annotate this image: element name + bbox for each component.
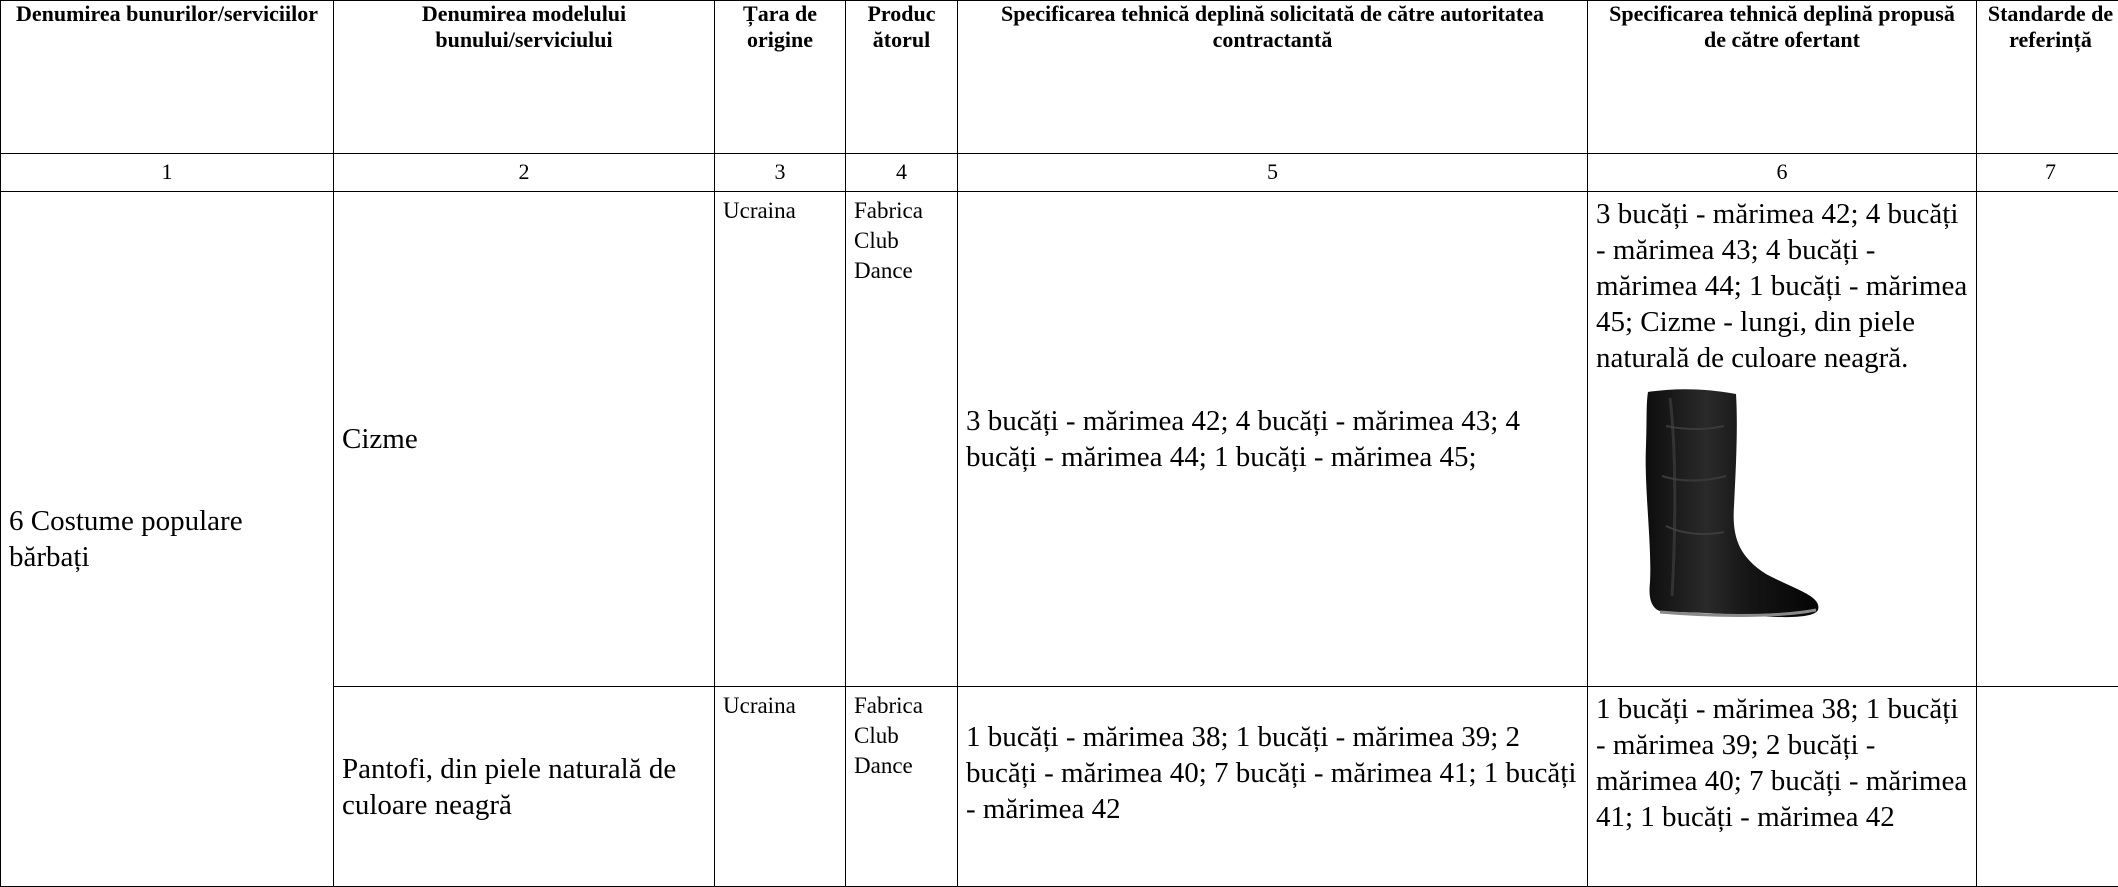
header-row — [1, 1, 2118, 154]
column-number: 2 — [334, 154, 715, 192]
column-number-row — [1, 154, 2118, 192]
producer-cell: Fabrica Club Dance — [846, 192, 958, 687]
header-requested-spec: Specificarea tehnică deplină solicitată de către autoritatea contractantă — [958, 1, 1588, 154]
offered-spec-cell — [1588, 192, 1977, 687]
model-cell: Cizme — [334, 192, 715, 687]
column-number: 4 — [846, 154, 958, 192]
standards-cell — [1977, 192, 2118, 687]
model-cell: Pantofi, din piele naturală de culoare neagră — [334, 687, 715, 887]
boot-icon — [1626, 386, 1826, 626]
header-model-name: Denumirea modelului bunului/serviciului — [334, 1, 715, 154]
column-number: 5 — [958, 154, 1588, 192]
requested-spec-cell: 3 bucăți - mărimea 42; 4 bucăți - mărimea 43; 4 bucăți - mărimea 44; 1 bucăți - mărimea 45; — [958, 192, 1588, 687]
header-producer: Produc ătorul — [846, 1, 958, 154]
standards-cell — [1977, 687, 2118, 887]
header-reference-standards: Standarde de referință — [1977, 1, 2118, 154]
column-number: 3 — [715, 154, 846, 192]
producer-cell: Fabrica Club Dance — [846, 687, 958, 887]
group-label-cell: 6 Costume populare bărbați — [1, 192, 334, 887]
offered-spec-cell: 1 bucăți - mărimea 38; 1 bucăți - mărimea 39; 2 bucăți - mărimea 40; 7 bucăți - mărimea 41; 1 bucăți - mărimea 42 — [1588, 687, 1977, 887]
country-cell: Ucraina — [715, 192, 846, 687]
header-offered-spec: Specificarea tehnică deplină propusă de către ofertant — [1588, 1, 1977, 154]
header-country-of-origin: Țara de origine — [715, 1, 846, 154]
black-leather-boot-image — [1626, 386, 1826, 626]
offered-spec-text: 3 bucăți - mărimea 42; 4 bucăți - mărimea 43; 4 bucăți - mărimea 44; 1 bucăți - mărimea 45; Cizme - lungi, din piele naturală de culoare neagră. — [1596, 196, 1968, 376]
table-row — [1, 192, 2118, 687]
header-goods-name: Denumirea bunurilor/serviciilor — [1, 1, 334, 154]
country-cell: Ucraina — [715, 687, 846, 887]
column-number: 1 — [1, 154, 334, 192]
column-number: 6 — [1588, 154, 1977, 192]
requested-spec-cell: 1 bucăți - mărimea 38; 1 bucăți - mărimea 39; 2 bucăți - mărimea 40; 7 bucăți - mărimea 41; 1 bucăți - mărimea 42 — [958, 687, 1588, 887]
column-number: 7 — [1977, 154, 2118, 192]
